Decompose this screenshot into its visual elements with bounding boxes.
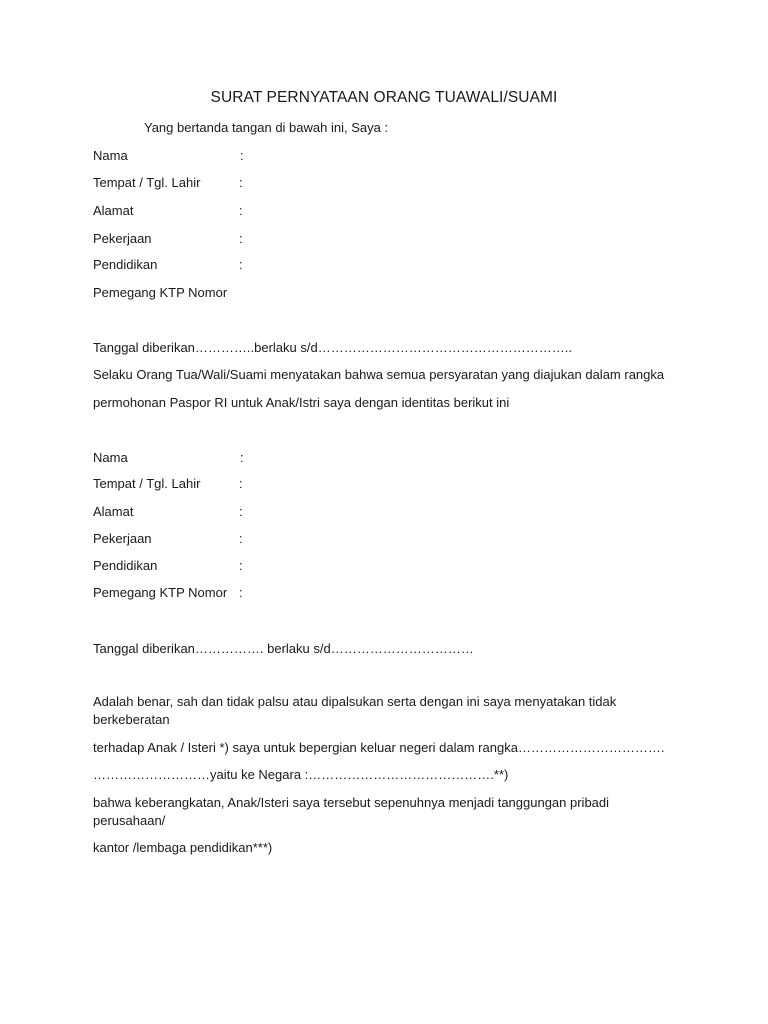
- document-title: SURAT PERNYATAAN ORANG TUAWALI/SUAMI: [210, 89, 558, 106]
- field-label: Pemegang KTP Nomor: [93, 585, 228, 600]
- field-ktp-1: [93, 285, 239, 300]
- field-nama-2: [93, 450, 244, 465]
- statement-line-1: Selaku Orang Tua/Wali/Suami menyatakan bahwa semua persyaratan yang diajukan dalam rangka: [93, 367, 665, 382]
- field-label: Pemegang KTP Nomor: [93, 285, 228, 300]
- field-label: Alamat: [93, 504, 134, 519]
- closing-paragraph-3: ………………………yaitu ke Negara :…………………………………….**): [93, 767, 509, 782]
- field-colon: :: [239, 504, 243, 519]
- statement-line-2: permohonan Paspor RI untuk Anak/Istri saya dengan identitas berikut ini: [93, 395, 510, 410]
- field-pendidikan-2: [93, 558, 243, 573]
- field-label: Alamat: [93, 203, 134, 218]
- field-nama-1: [93, 148, 244, 163]
- tanggal-diberikan-1: Tanggal diberikan…………..berlaku s/d…………………………………………………..: [93, 340, 572, 355]
- field-pendidikan-1: [93, 257, 243, 272]
- field-colon: :: [239, 257, 243, 272]
- field-alamat-1: [93, 203, 243, 218]
- field-colon: :: [239, 175, 243, 190]
- field-label: Pekerjaan: [93, 531, 152, 546]
- field-label: Pendidikan: [93, 558, 158, 573]
- field-label: Tempat / Tgl. Lahir: [93, 175, 201, 190]
- field-alamat-2: [93, 504, 243, 519]
- field-label: Pekerjaan: [93, 231, 152, 246]
- closing-paragraph-2: terhadap Anak / Isteri *) saya untuk bepergian keluar negeri dalam rangka…………………………….: [93, 740, 665, 755]
- field-colon: :: [239, 531, 243, 546]
- closing-paragraph-4: bahwa keberangkatan, Anak/Isteri saya tersebut sepenuhnya menjadi tanggungan pribadi perusahaan/: [93, 795, 610, 828]
- field-ktp-2: [93, 585, 243, 600]
- field-colon: :: [239, 476, 243, 491]
- field-label: Tempat / Tgl. Lahir: [93, 476, 201, 491]
- field-pekerjaan-2: [93, 531, 243, 546]
- field-colon: :: [239, 231, 243, 246]
- field-colon: :: [240, 148, 244, 163]
- intro-text: Yang bertanda tangan di bawah ini, Saya :: [144, 120, 389, 135]
- tanggal-diberikan-2: Tanggal diberikan……………. berlaku s/d……………………………: [93, 641, 474, 656]
- field-label: Pendidikan: [93, 257, 158, 272]
- field-colon: :: [239, 585, 243, 600]
- field-ttl-2: [93, 476, 243, 491]
- field-label: Nama: [93, 148, 128, 163]
- field-ttl-1: [93, 175, 243, 190]
- closing-paragraph-5: kantor /lembaga pendidikan***): [93, 840, 273, 855]
- field-label: Nama: [93, 450, 128, 465]
- closing-paragraph-1: Adalah benar, sah dan tidak palsu atau dipalsukan serta dengan ini saya menyatakan tidak berkeberatan: [93, 694, 617, 727]
- field-colon: :: [240, 450, 244, 465]
- field-colon: :: [239, 558, 243, 573]
- field-pekerjaan-1: [93, 231, 243, 246]
- field-colon: :: [239, 203, 243, 218]
